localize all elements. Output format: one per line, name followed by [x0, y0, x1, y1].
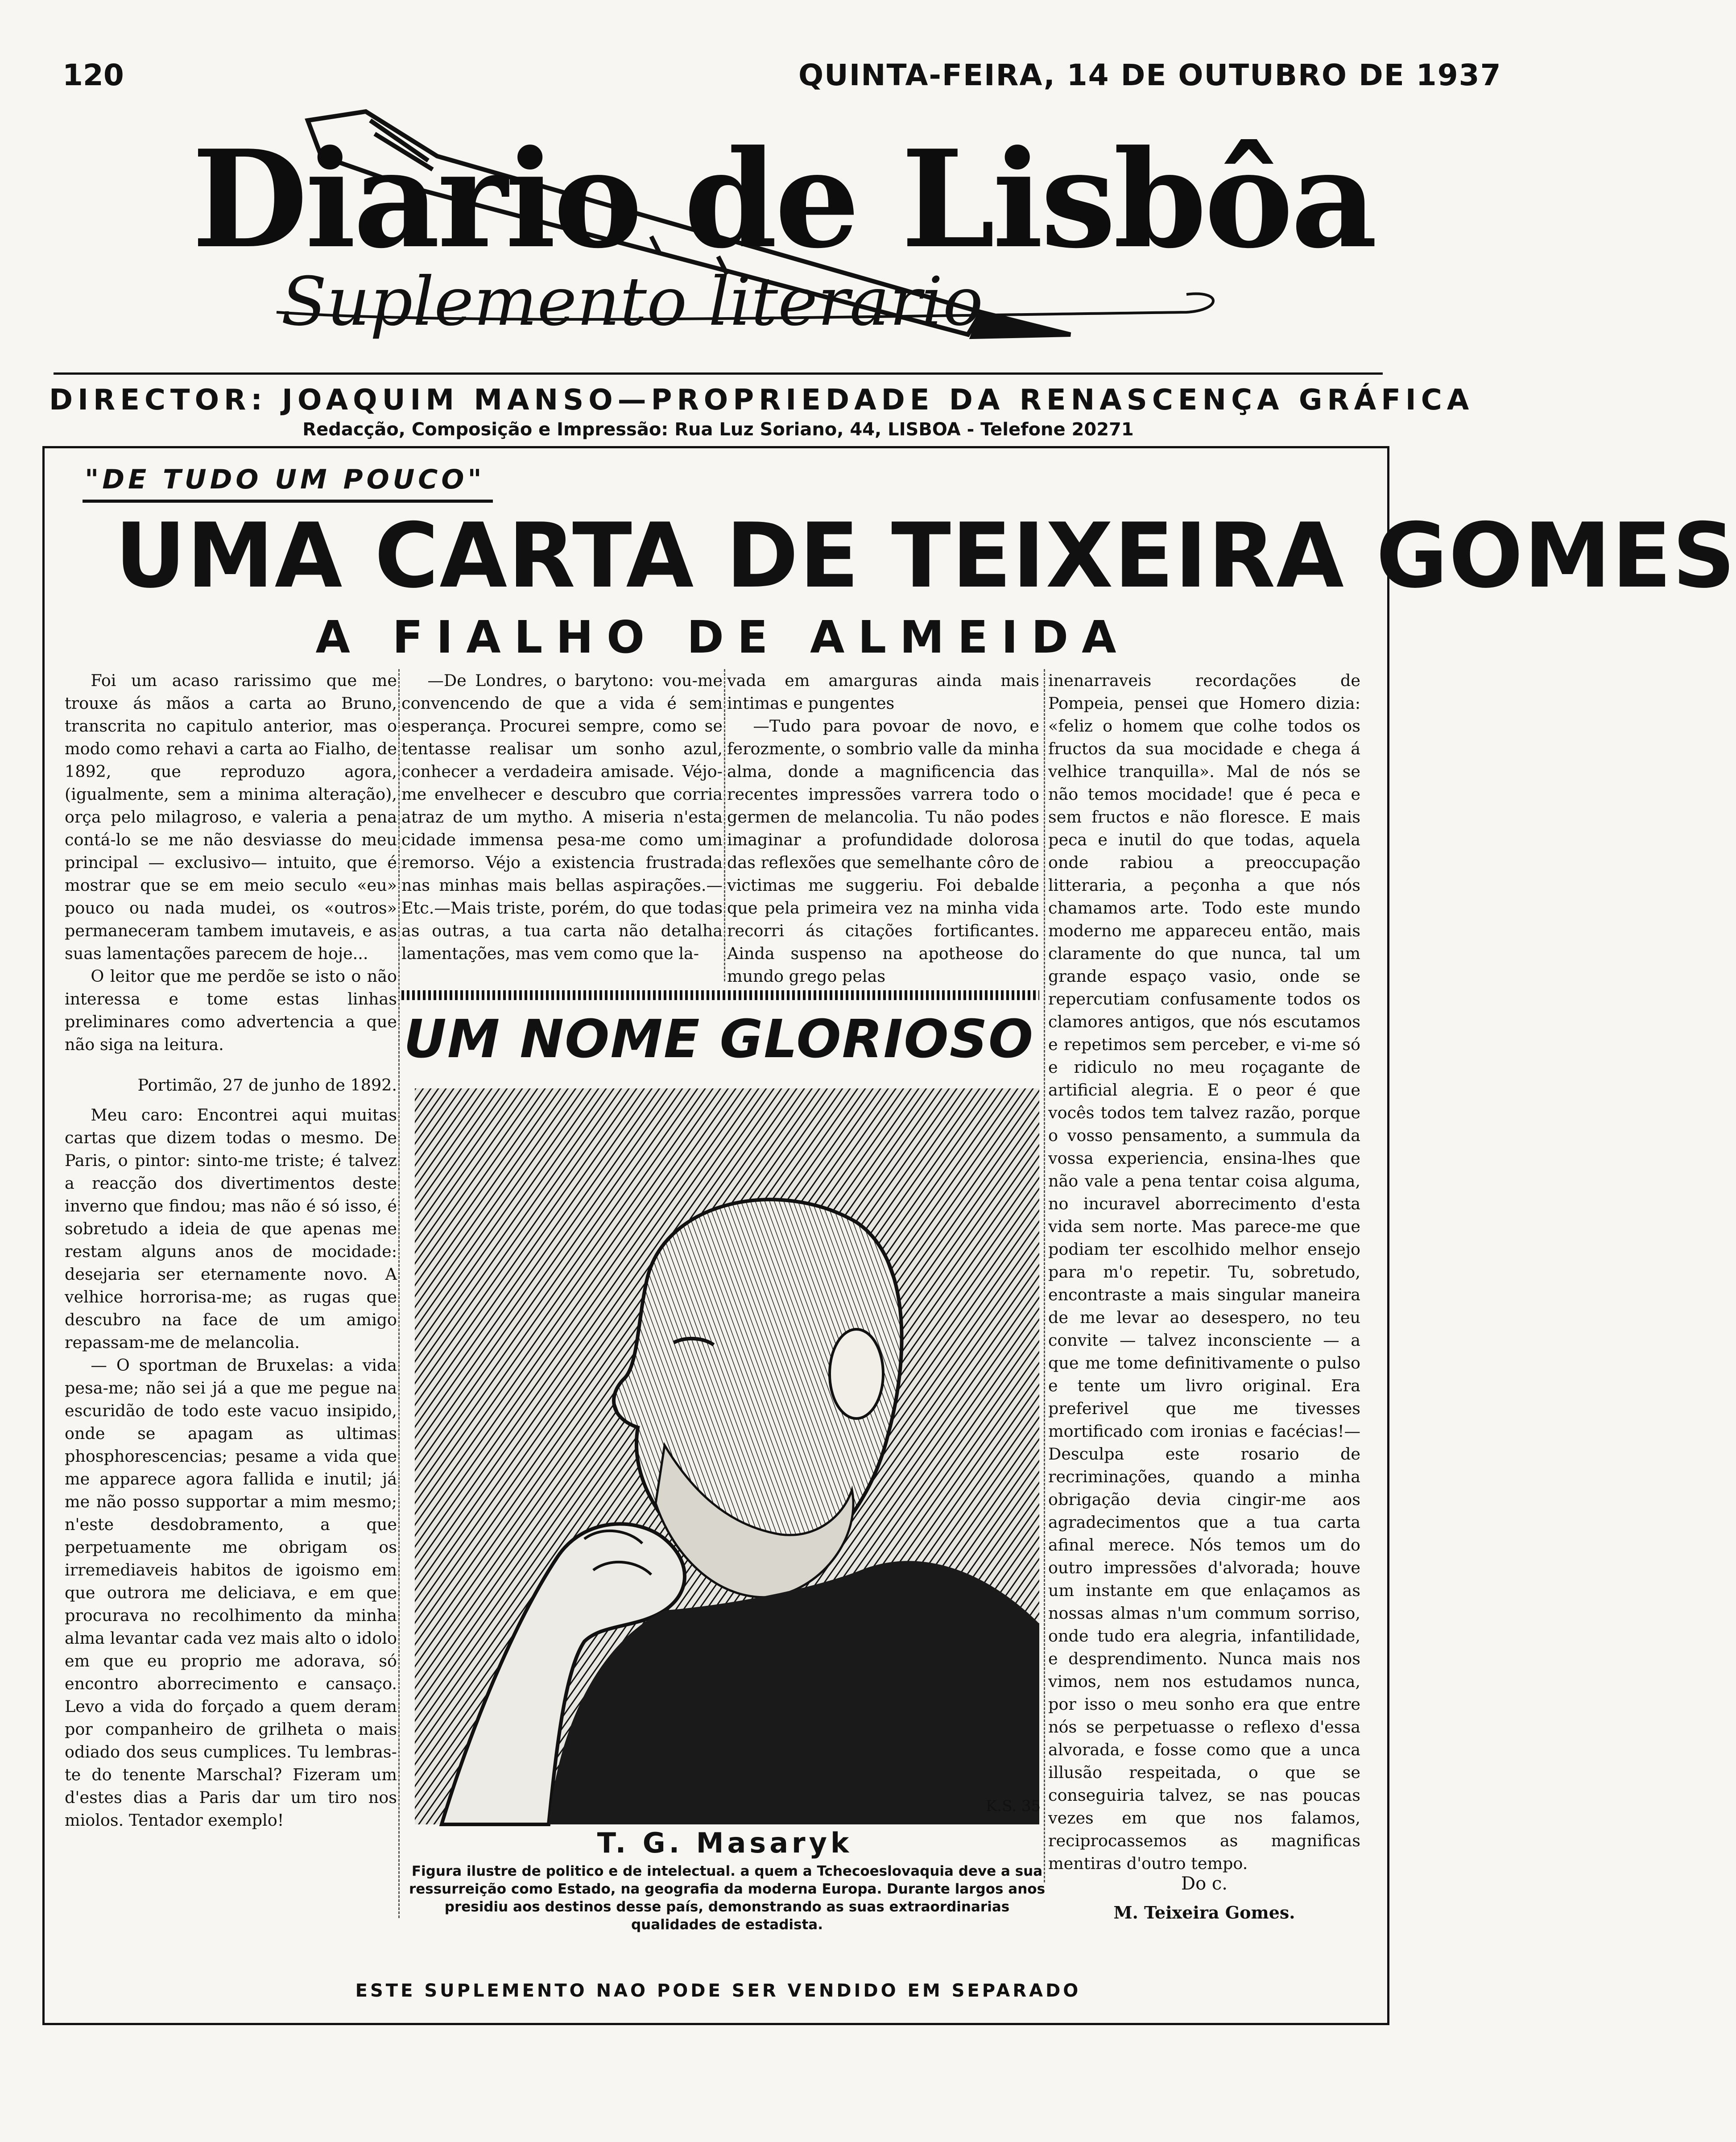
column-divider — [724, 669, 725, 981]
address-line: Redacção, Composição e Impressão: Rua Luz Soriano, 44, LISBOA - Telefone 20271 — [302, 419, 1134, 440]
kicker-rule — [83, 500, 493, 503]
column-divider — [1044, 669, 1045, 1882]
column-4 — [1048, 669, 1360, 1875]
caption-name: T. G. Masaryk — [597, 1827, 853, 1859]
column-1 — [65, 669, 397, 1832]
director-line: DIRECTOR: JOAQUIM MANSO—PROPRIEDADE DA RENASCENÇA GRÁFICA — [49, 384, 1474, 417]
signature: M. Teixeira Gomes. — [1113, 1902, 1295, 1923]
column-divider — [398, 669, 400, 1918]
issue-date: QUINTA-FEIRA, 14 DE OUTUBRO DE 1937 — [798, 58, 1502, 92]
paragraph: —De Londres, o barytono: vou-me convencendo de que a vida é sem esperança. Procurei sempre, como se tentasse realisar um sonho azul, conhecer a verdadeira amisade. Véjo-me envelhecer e descubro que corria atraz de um mytho. A miseria n'esta cidade immensa pesa-me como um remorso. Véjo a existencia frustrada nas minhas mais bellas aspirações.—Etc.—Mais triste, porém, do que todas as outras, a tua carta não detalha lamentações, mas vem como que la- — [401, 671, 723, 963]
decorative-rule — [401, 990, 1039, 1000]
portrait-engraving — [415, 1088, 1039, 1824]
column-2 — [401, 669, 723, 965]
sign-off: Do c. — [1181, 1873, 1228, 1894]
kicker: "DE TUDO UM POUCO" — [85, 464, 485, 495]
footer-notice: ESTE SUPLEMENTO NAO PODE SER VENDIDO EM SEPARADO — [355, 1981, 1081, 2001]
paragraph: Foi um acaso rarissimo que me trouxe ás mãos a carta ao Bruno, transcrita no capitulo anterior, mas o modo como rehavi a carta ao Fialho, de 1892, que reproduzo agora, (igualmente, sem a minima alteração), orça pelo milagroso, e valeria a pena contá-lo se me não desviasse do meu principal — exclusivo— intuito, que é mostrar que se em meio seculo «eu» pouco ou nada mudei, os «outros» permaneceram tambem imutaveis, e as suas lamentações parecem de hoje... — [65, 671, 397, 963]
header-rule — [54, 372, 1383, 375]
paragraph: vada em amarguras ainda mais intimas e pungentes — [727, 671, 1039, 713]
page-number: 120 — [62, 58, 124, 92]
paragraph: —Tudo para povoar de novo, e ferozmente, o sombrio valle da minha alma, donde a magnificencia das recentes impressões varrera todo o germen de melancolia. Tu não podes imaginar a profundidade dolorosa das reflexões que semelhante côro de victimas me suggeriu. Foi debalde que pela primeira vez na minha vida recorri ás citações fortificantes. Ainda suspenso na apotheose do mundo grego pelas — [727, 716, 1039, 986]
feature-heading: UM NOME GLORIOSO — [404, 1008, 1034, 1070]
masthead-subtitle: Suplemento literario — [281, 263, 984, 341]
masthead — [161, 103, 1375, 352]
subheadline: A FIALHO DE ALMEIDA — [315, 611, 1130, 663]
caption-text: Figura ilustre de politico e de intelectual. a quem a Tchecoeslovaquia deve a sua ressurreição como Estado, na geografia da moderna Europa. Durante largos anos presidiu aos destinos desse país, demonstrando as suas extraordinarias qualidades de estadista. — [409, 1863, 1046, 1933]
artist-mark: K.S. 35 — [986, 1797, 1041, 1815]
paragraph: inenarraveis recordações de Pompeia, pensei que Homero dizia: «feliz o homem que colhe todos os fructos da sua mocidade e chega á velhice tranquilla». Mal de nós se não temos mocidade! que é peca e sem fructos e não floresce. E mais peca e inutil do que todas, aquela onde rabiou a preoccupação litteraria, a peçonha a que nós chamamos arte. Todo este mundo moderno me appareceu então, mais claramente do que nunca, tal um grande espaço vasio, onde se repercutiam confusamente todos os clamores antigos, que nós escutamos e repetimos sem perceber, e vi-me só e ridiculo no meu roçagante de artificial alegria. E o peor é que vocês todos tem talvez razão, porque o vosso pensamento, a summula da vossa experiencia, ensina-lhes que não vale a pena tentar coisa alguma, no incuravel aborrecimento d'esta vida sem norte. Mas parece-me que podiam ter escolhido melhor ensejo para m'o repetir. Tu, sobretudo, encontraste a mais singular maneira de me levar ao desespero, no teu convite — talvez inconsciente — a que me tome definitivamente o pulso e tente um livro original. Era preferivel que me tivesses mortificado com ironias e facécias!—Desculpa este rosario de recriminações, quando a minha obrigação devia cingir-me aos agradecimentos que a tua carta afinal merece. Nós temos um do outro impressões d'alvorada; houve um instante em que enlaçamos as nossas almas n'um commum sorriso, onde tudo era alegria, infantilidade, e desprendimento. Nunca mais nos vimos, nem nos estudamos nunca, por isso o meu sonho era que entre nós se perpetuasse o reflexo d'essa alvorada, e fosse como que a unca illusão respeitada, o que se conseguiria talvez, se nas poucas vezes em que nos falamos, reciprocassemos as magnificas mentiras d'outro tempo. — [1048, 671, 1360, 1873]
headline: UMA CARTA DE TEIXEIRA GOMES — [115, 504, 1736, 608]
column-3 — [727, 669, 1039, 988]
letter-dateline: Portimão, 27 de junho de 1892. — [137, 1075, 397, 1095]
paragraph: — O sportman de Bruxelas: a vida pesa-me; não sei já a que me pegue na escuridão de todo este vacuo insipido, onde se apagam as ultimas phosphorescencias; pesame a vida que me apparece agora fallida e inutil; já me não posso supportar a mim mesmo; n'este desdobramento, a que perpetuamente me obrigam os irremediaveis habitos de igoismo em que outrora me deliciava, e em que procurava no recolhimento da minha alma levantar cada vez mais alto o idolo em que eu proprio me adorava, só encontro aborrecimento e cansaço. Levo a vida do forçado a quem deram por companheiro de grilheta o mais odiado dos seus cumplices. Tu lembras-te do tenente Marschal? Fizeram um d'estes dias a Paris dar um tiro nos miolos. Tentador exemplo! — [65, 1356, 397, 1830]
paragraph: O leitor que me perdõe se isto o não interessa e tome estas linhas preliminares como advertencia a que não siga na leitura. — [65, 967, 397, 1054]
paragraph: Meu caro: Encontrei aqui muitas cartas que dizem todas o mesmo. De Paris, o pintor: sinto-me triste; é talvez a reacção dos divertimentos deste inverno que findou; mas não é só isso, é sobretudo a ideia de que apenas me restam alguns anos de mocidade: desejaria ser eternamente novo. A velhice horrorisa-me; as rugas que descubro na face de um amigo repassam-me de melancolia. — [65, 1105, 397, 1352]
masthead-title: Diario de Lisbôa — [192, 120, 1375, 278]
